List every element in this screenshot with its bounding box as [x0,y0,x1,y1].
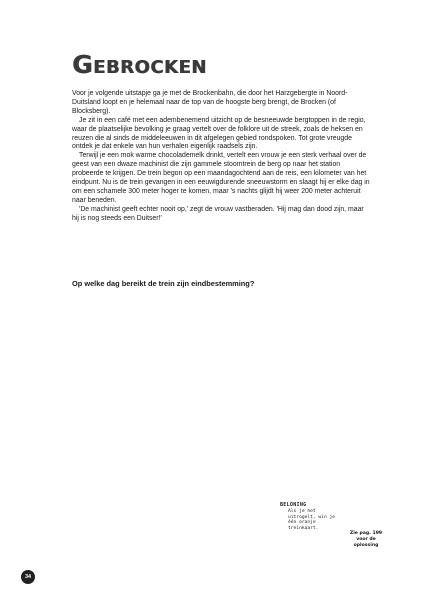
puzzle-question: Op welke dag bereikt de trein zijn eindbestemming? [72,279,255,288]
page-title: Gebrocken [72,50,207,79]
paragraph: Voor je volgende uitstapje ga je met de Brockenbahn, die door het Harzgebergte in Noord-Duitsland loopt en je helemaal naar de top van de hoogste berg brengt, de Brocken (of Blocksberg). [72,90,348,115]
paragraph: Je zit in een café met een adembenemend uitzicht op de besneeuwde bergtoppen in de regio, waar de plaatselijke bevolking je graag vertelt over de folklore uit de streek, zoals de heksen en reuzen die al sinds de middeleeuwen in dit afgelegen gebied rondspoken. Tot grote vreugde ontdek je dat enkele van hun verhalen eigenlijk raadsels zijn. [72,116,366,151]
reward-text: Als je het uitrogelt, win je één oranje treinkaart. [288,508,336,532]
page-number: 34 [21,570,35,584]
paragraph: Terwijl je een mok warme chocolademelk drinkt, vertelt een vrouw je een sterk verhaal over de geest van een dwaze machinist die zijn gammele stoomtrein de berg op naar het station probeerde te krijgen. De trein begon op een maandagochtend aan de reis, een kilometer van het eindpunt. Nu is de trein gevangen in een eeuwigdurende sneeuwstorm en slaagt hij er elke dag in om een schamele 300 meter hoger te komen, maar 's nachts glijdt hij weer 200 meter achteruit naar beneden. [72,152,370,204]
reward-box [280,503,336,532]
story-text [72,90,372,224]
reward-heading: BELONING [280,502,307,508]
solution-reference: Zie pag. 199 voor de oplossing [349,531,383,548]
paragraph: 'De machinist geeft echter nooit op,' zegt de vrouw vastberaden. 'Hij mag dan dood zijn, maar hij is nog steeds een Duitser!' [72,205,364,222]
